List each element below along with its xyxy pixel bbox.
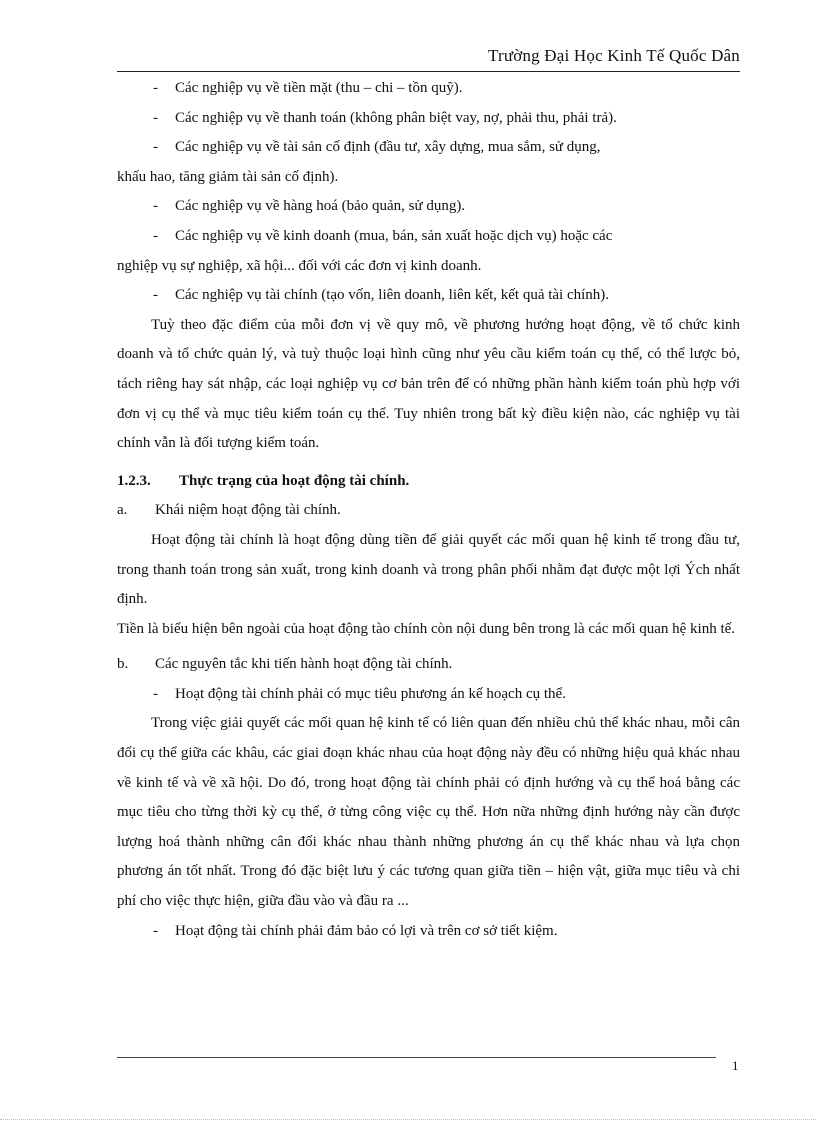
bullet-text: Các nghiệp vụ về hàng hoá (bảo quản, sử dụng). — [175, 198, 466, 215]
paragraph-tuy-theo: Tuỳ theo đặc điểm của mỗi đơn vị về quy mô, về phương hướng hoạt động, về tổ chức kinh doanh và tổ chức quản lý, và tuỳ thuộc loại hình cũng như yêu cầu kiểm toán cụ thể, có thể lược bỏ, tách riêng hay sát nhập, các loại nghiệp vụ cơ bản trên để có những phần hành kiểm toán phù hợp với đơn vị cụ thể và mục tiêu kiểm toán cụ thể. Tuy nhiên trong bất kỳ điều kiện nào, các nghiệp vụ tài chính vẫn là đối tượng kiểm toán. — [117, 316, 740, 452]
footer-rule — [117, 1057, 716, 1058]
bullet-cash — [117, 74, 740, 104]
subheading-title: Khái niệm hoạt động tài chính. — [155, 502, 341, 519]
bullet-text: Hoạt động tài chính phải có mục tiêu phương án kế hoạch cụ thể. — [175, 685, 566, 702]
bullet-payment — [117, 104, 740, 134]
bullet-text: Các nghiệp vụ về kinh doanh (mua, bán, sản xuất hoặc dịch vụ) hoặc các — [175, 227, 613, 244]
section-number: 1.2.3. — [117, 472, 151, 489]
subheading-title: Các nguyên tắc khi tiến hành hoạt động tài chính. — [155, 656, 453, 673]
bullet-fixed-assets-cont: khấu hao, tăng giảm tài sản cố định). — [117, 168, 339, 185]
bullet-business-cont: nghiệp vụ sự nghiệp, xã hội... đối với các đơn vị kinh doanh. — [117, 257, 482, 274]
bullet-dash: - — [153, 287, 158, 304]
page-body — [117, 74, 740, 946]
bullet-business — [117, 222, 740, 252]
paragraph-a2: Tiền là biểu hiện bên ngoài của hoạt động tào chính còn nội dung bên trong là các mối quan hệ kinh tế. — [117, 620, 736, 637]
bullet-dash: - — [153, 198, 158, 215]
bullet-text: Hoạt động tài chính phải đảm bảo có lợi và trên cơ sở tiết kiệm. — [175, 922, 558, 939]
bullet-b1 — [117, 680, 740, 710]
section-title: Thực trạng của hoạt động tài chính. — [179, 472, 410, 489]
bullet-text: Các nghiệp vụ về thanh toán (không phân biệt vay, nợ, phải thu, phải trả). — [175, 109, 617, 126]
page-number: 1 — [732, 1058, 739, 1073]
bullet-finance — [117, 281, 740, 311]
section-heading — [117, 467, 740, 497]
bullet-text: Các nghiệp vụ về tài sản cố định (đầu tư, xây dựng, mua sắm, sử dụng, — [175, 139, 601, 156]
bullet-dash: - — [153, 685, 158, 702]
bullet-dash: - — [153, 139, 158, 156]
bullet-fixed-assets — [117, 133, 740, 163]
running-header: Trường Đại Học Kinh Tế Quốc Dân — [488, 46, 740, 65]
bullet-text: Các nghiệp vụ tài chính (tạo vốn, liên doanh, liên kết, kết quả tài chính). — [175, 287, 610, 304]
subheading-b — [117, 650, 740, 680]
page-bottom-edge — [0, 1119, 816, 1120]
subheading-a — [117, 496, 740, 526]
bullet-dash: - — [153, 227, 158, 244]
bullet-dash: - — [153, 109, 158, 126]
subheading-letter: a. — [117, 502, 128, 519]
header-rule — [117, 71, 740, 72]
bullet-b2 — [117, 917, 740, 947]
paragraph-b1: Trong việc giải quyết các mối quan hệ kinh tế có liên quan đến nhiều chủ thể khác nhau, mỗi cân đối cụ thể giữa các khâu, các giai đoạn khác nhau của hoạt động này đều có những hiệu quả khác nhau về kinh tế và về xã hội. Do đó, trong hoạt động tài chính phải có định hướng và cụ thể hoá bằng các mục tiêu cho từng thời kỳ cụ thể, ở từng công việc cụ thể. Hơn nữa những định hướng này cần được lượng hoá thành những cân đối khác nhau thành những phương án cụ thể khác nhau và lựa chọn phương án tốt nhất. Trong đó đặc biệt lưu ý các tương quan giữa tiền – hiện vật, giữa mục tiêu và chi phí cho việc thực hiện, giữa đầu vào và đầu ra ... — [117, 715, 740, 910]
bullet-dash: - — [153, 80, 158, 96]
subheading-letter: b. — [117, 656, 129, 673]
bullet-goods — [117, 192, 740, 222]
paragraph-a1: Hoạt động tài chính là hoạt động dùng tiền để giải quyết các mối quan hệ kinh tế trong đầu tư, trong thanh toán trong sản xuất, trong kinh doanh và trong phân phối nhằm đạt được một lợi Ých nhất định. — [117, 531, 740, 608]
bullet-dash: - — [153, 922, 158, 939]
bullet-text: Các nghiệp vụ về tiền mặt (thu – chi – tồn quỹ). — [175, 80, 463, 96]
